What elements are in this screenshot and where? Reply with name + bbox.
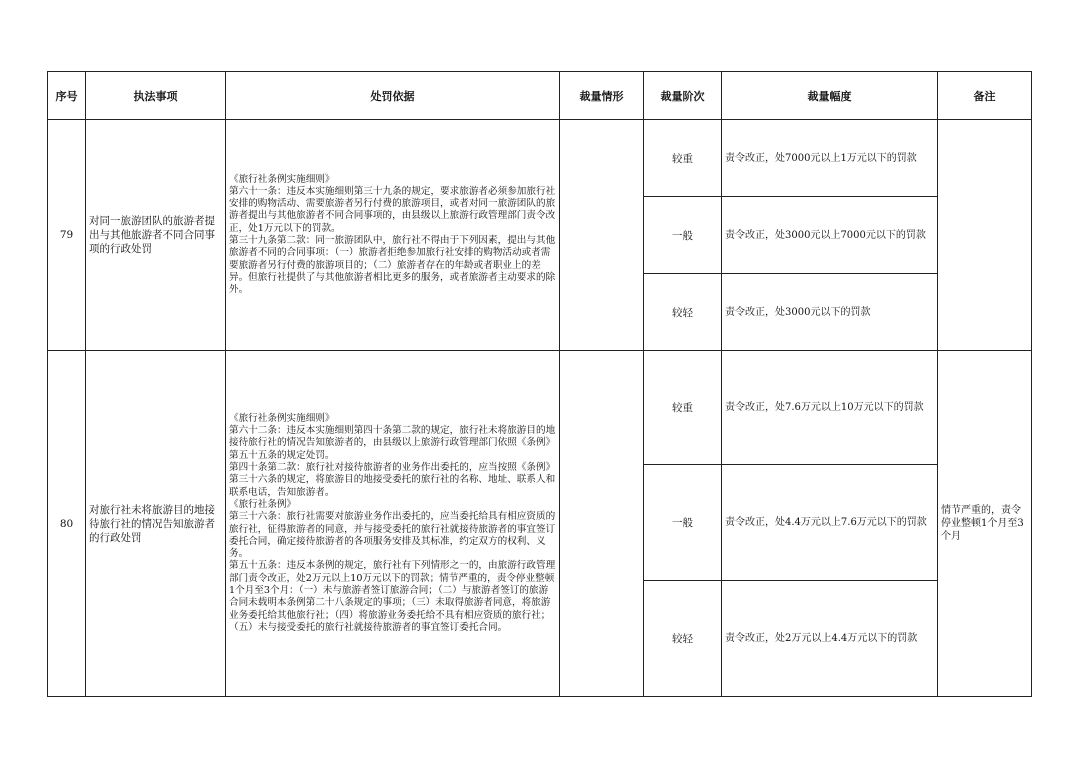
basis-paragraph: 第四十条第二款：旅行社对接待旅游者的业务作出委托的，应当按照《条例》第三十六条的规定，将旅游目的地接受委托的旅行社的名称、地址、联系人和联系电话，告知旅游者。 — [229, 462, 556, 498]
discretion-level: 一般 — [644, 465, 722, 581]
basis-paragraph: 第三十九条第二款：同一旅游团队中，旅行社不得由于下列因素，提出与其他旅游者不同的合同事项：（一）旅游者拒绝参加旅行社安排的购物活动或者需要旅游者另行付费的旅游项目的；（二）旅游者存在的年龄或者职业上的差异。但旅行社提供了与其他旅游者相比更多的服务，或者旅游者主动要求的除外。 — [229, 235, 556, 296]
discretion-range: 责令改正，处7000元以上1万元以下的罚款 — [722, 120, 938, 197]
basis-paragraph: 第六十一条：违反本实施细则第三十九条的规定，要求旅游者必须参加旅行社安排的购物活动、需要旅游者另行付费的旅游项目，或者对同一旅游团队的旅游者提出与其他旅游者不同合同事项的，由县级以上旅游行政管理部门责令改正，处1万元以下的罚款。 — [229, 185, 556, 234]
header-no: 序号 — [48, 72, 86, 120]
enforcement-matter: 对同一旅游团队的旅游者提出与其他旅游者不同合同事项的行政处罚 — [86, 120, 226, 351]
discretion-level: 较重 — [644, 120, 722, 197]
discretion-level: 较重 — [644, 351, 722, 465]
basis-paragraph: 第六十二条：违反本实施细则第四十条第二款的规定，旅行社未将旅游目的地接待旅行社的情况告知旅游者的，由县级以上旅游行政管理部门依照《条例》第五十五条的规定处罚。 — [229, 425, 556, 461]
enforcement-matter: 对旅行社未将旅游目的地接待旅行社的情况告知旅游者的行政处罚 — [86, 351, 226, 697]
header-circumstance: 裁量情形 — [560, 72, 644, 120]
discretion-range: 责令改正，处3000元以下的罚款 — [722, 274, 938, 351]
table-row — [48, 120, 1032, 197]
discretion-range: 责令改正，处4.4万元以上7.6万元以下的罚款 — [722, 465, 938, 581]
basis-paragraph: 第三十六条：旅行社需要对旅游业务作出委托的，应当委托给具有相应资质的旅行社，征得旅游者的同意，并与接受委托的旅行社就接待旅游者的事宜签订委托合同，确定接待旅游者的各项服务安排及其标准，约定双方的权利、义务。 — [229, 511, 556, 560]
table-row — [48, 351, 1032, 465]
header-level: 裁量阶次 — [644, 72, 722, 120]
basis-paragraph: 《旅行社条例实施细则》 — [229, 173, 335, 185]
header-basis: 处罚依据 — [226, 72, 560, 120]
penalty-basis — [226, 351, 560, 697]
basis-paragraph: 第五十五条：违反本条例的规定，旅行社有下列情形之一的，由旅游行政管理部门责令改正，处2万元以上10万元以下的罚款；情节严重的，责令停业整顿1个月至3个月：（一）未与旅游者签订旅游合同；（二）与旅游者签订的旅游合同未载明本条例第二十八条规定的事项；（三）未取得旅游者同意，将旅游业务委托给其他旅行社；（四）将旅游业务委托给不具有相应资质的旅行社；（五）未与接受委托的旅行社就接待旅游者的事宜签订委托合同。 — [229, 560, 556, 633]
basis-paragraph: 《旅行社条例实施细则》 — [229, 412, 335, 424]
discretion-circumstance — [560, 120, 644, 351]
discretion-circumstance — [560, 351, 644, 697]
row-number: 80 — [48, 351, 86, 697]
header-matter: 执法事项 — [86, 72, 226, 120]
remark — [938, 120, 1032, 351]
discretion-level: 较轻 — [644, 581, 722, 697]
discretion-range: 责令改正，处7.6万元以上10万元以下的罚款 — [722, 351, 938, 465]
discretion-level: 较轻 — [644, 274, 722, 351]
header-remark: 备注 — [938, 72, 1032, 120]
remark: 情节严重的，责令停业整顿1个月至3个月 — [938, 351, 1032, 697]
penalty-table — [47, 71, 1032, 697]
penalty-basis — [226, 120, 560, 351]
header-range: 裁量幅度 — [722, 72, 938, 120]
discretion-range: 责令改正，处2万元以上4.4万元以下的罚款 — [722, 581, 938, 697]
row-number: 79 — [48, 120, 86, 351]
discretion-level: 一般 — [644, 197, 722, 274]
header-row — [48, 72, 1032, 120]
discretion-range: 责令改正，处3000元以上7000元以下的罚款 — [722, 197, 938, 274]
basis-paragraph: 《旅行社条例》 — [229, 498, 297, 510]
